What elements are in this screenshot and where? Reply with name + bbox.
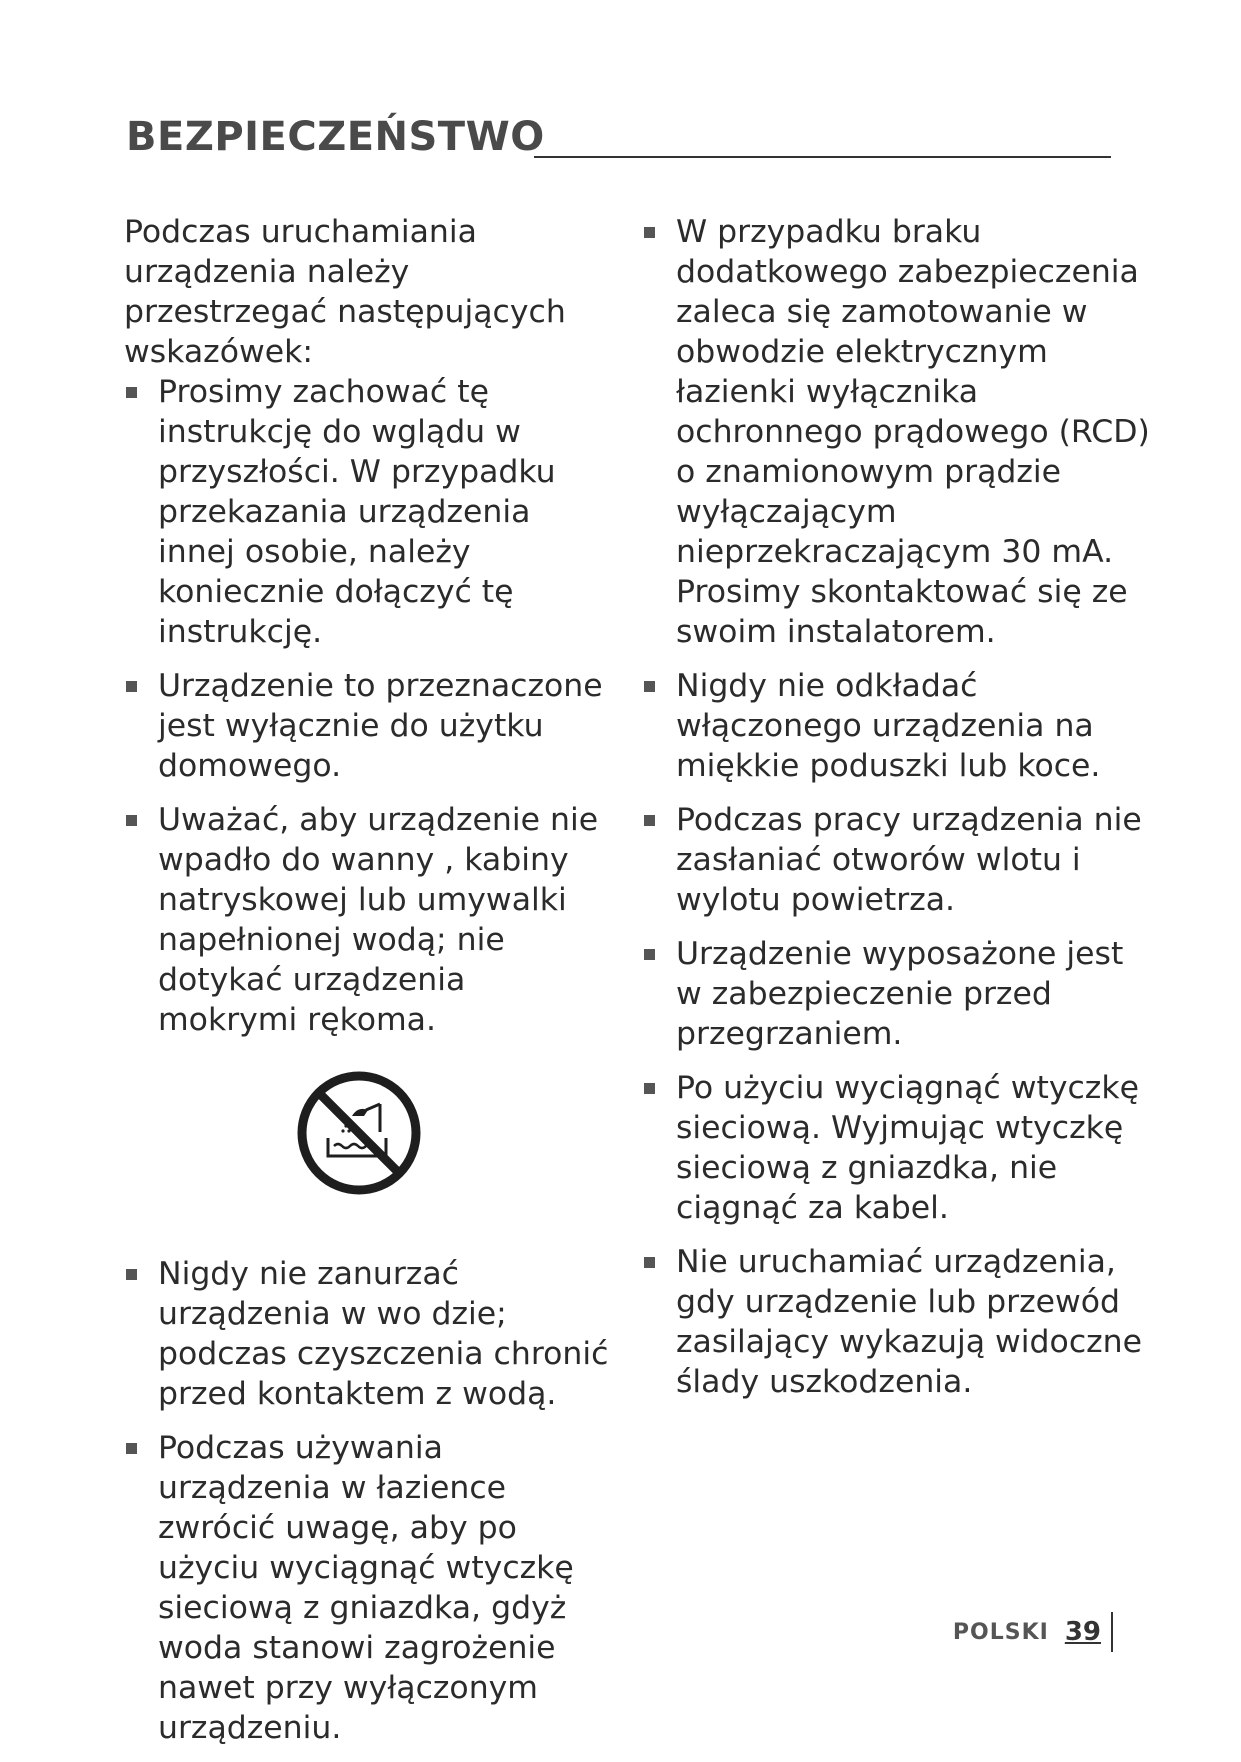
bullet-square-icon (644, 949, 655, 960)
right-column (642, 212, 1152, 1416)
intro-text: Podczas uruchamiania urządzenia należy przestrzegać następujących wskazówek: (124, 214, 566, 370)
list-item: Urządzenie to przeznaczone jest wyłącznie do użytku domowego. (124, 666, 610, 786)
bullet-square-icon (126, 387, 137, 398)
list-item: Prosimy zachować tę instrukcję do wglądu w przyszłości. W przypadku przekazania urządzenia innej osobie, należy koniecznie dołączyć tę instrukcję. (124, 372, 610, 652)
bullet-square-icon (644, 227, 655, 238)
bullet-square-icon (644, 1257, 655, 1268)
page-footer (953, 1610, 1113, 1654)
left-list-top (124, 372, 610, 1040)
list-item: Nigdy nie zanurzać urządzenia w wo dzie; podczas czyszczenia chronić przed kontaktem z wodą. (124, 1254, 610, 1414)
page-header (126, 112, 1111, 162)
list-item: Podczas używania urządzenia w łazience zwrócić uwagę, aby po użyciu wyciągnąć wtyczkę sieciową z gniazdka, gdyż woda stanowi zagrożenie nawet przy wyłączonym urządzeniu. (124, 1428, 610, 1748)
bullet-square-icon (126, 681, 137, 692)
bullet-square-icon (644, 1083, 655, 1094)
left-column (124, 212, 610, 1762)
footer-language: POLSKI (952, 1619, 1049, 1645)
bullet-square-icon (126, 1443, 137, 1454)
bullet-square-icon (644, 815, 655, 826)
bullet-square-icon (126, 1269, 137, 1280)
no-bathtub-warning-icon (296, 1070, 422, 1196)
page-number: 39 (1065, 1612, 1113, 1652)
page-title: BEZPIECZEŃSTWO (126, 114, 545, 160)
list-item: Po użyciu wyciągnąć wtyczkę sieciową. Wyjmując wtyczkę sieciową z gniazdka, nie ciągnąć za kabel. (642, 1068, 1152, 1228)
bullet-square-icon (644, 681, 655, 692)
list-item: W przypadku braku dodatkowego zabezpieczenia zaleca się zamotowanie w obwodzie elektrycznym łazienki wyłącznika ochronnego prądowego (RCD) o znamionowym prądzie wyłączającym nieprzekraczającym 30 mA. Prosimy skontaktować się ze swoim instalatorem. (642, 212, 1152, 652)
header-rule (534, 156, 1111, 158)
left-list-bottom (124, 1254, 610, 1748)
list-item: Podczas pracy urządzenia nie zasłaniać otworów wlotu i wylotu powietrza. (642, 800, 1152, 920)
list-item: Nie uruchamiać urządzenia, gdy urządzenie lub przewód zasilający wykazują widoczne ślady uszkodzenia. (642, 1242, 1152, 1402)
bullet-square-icon (126, 815, 137, 826)
list-item: Uważać, aby urządzenie nie wpadło do wanny , kabiny natryskowej lub umywalki napełnionej wodą; nie dotykać urządzenia mokrymi rękoma. (124, 800, 610, 1040)
list-item: Nigdy nie odkładać włączonego urządzenia na miękkie poduszki lub koce. (642, 666, 1152, 786)
list-item: Urządzenie wyposażone jest w zabezpieczenie przed przegrzaniem. (642, 934, 1152, 1054)
right-list (642, 212, 1152, 1402)
